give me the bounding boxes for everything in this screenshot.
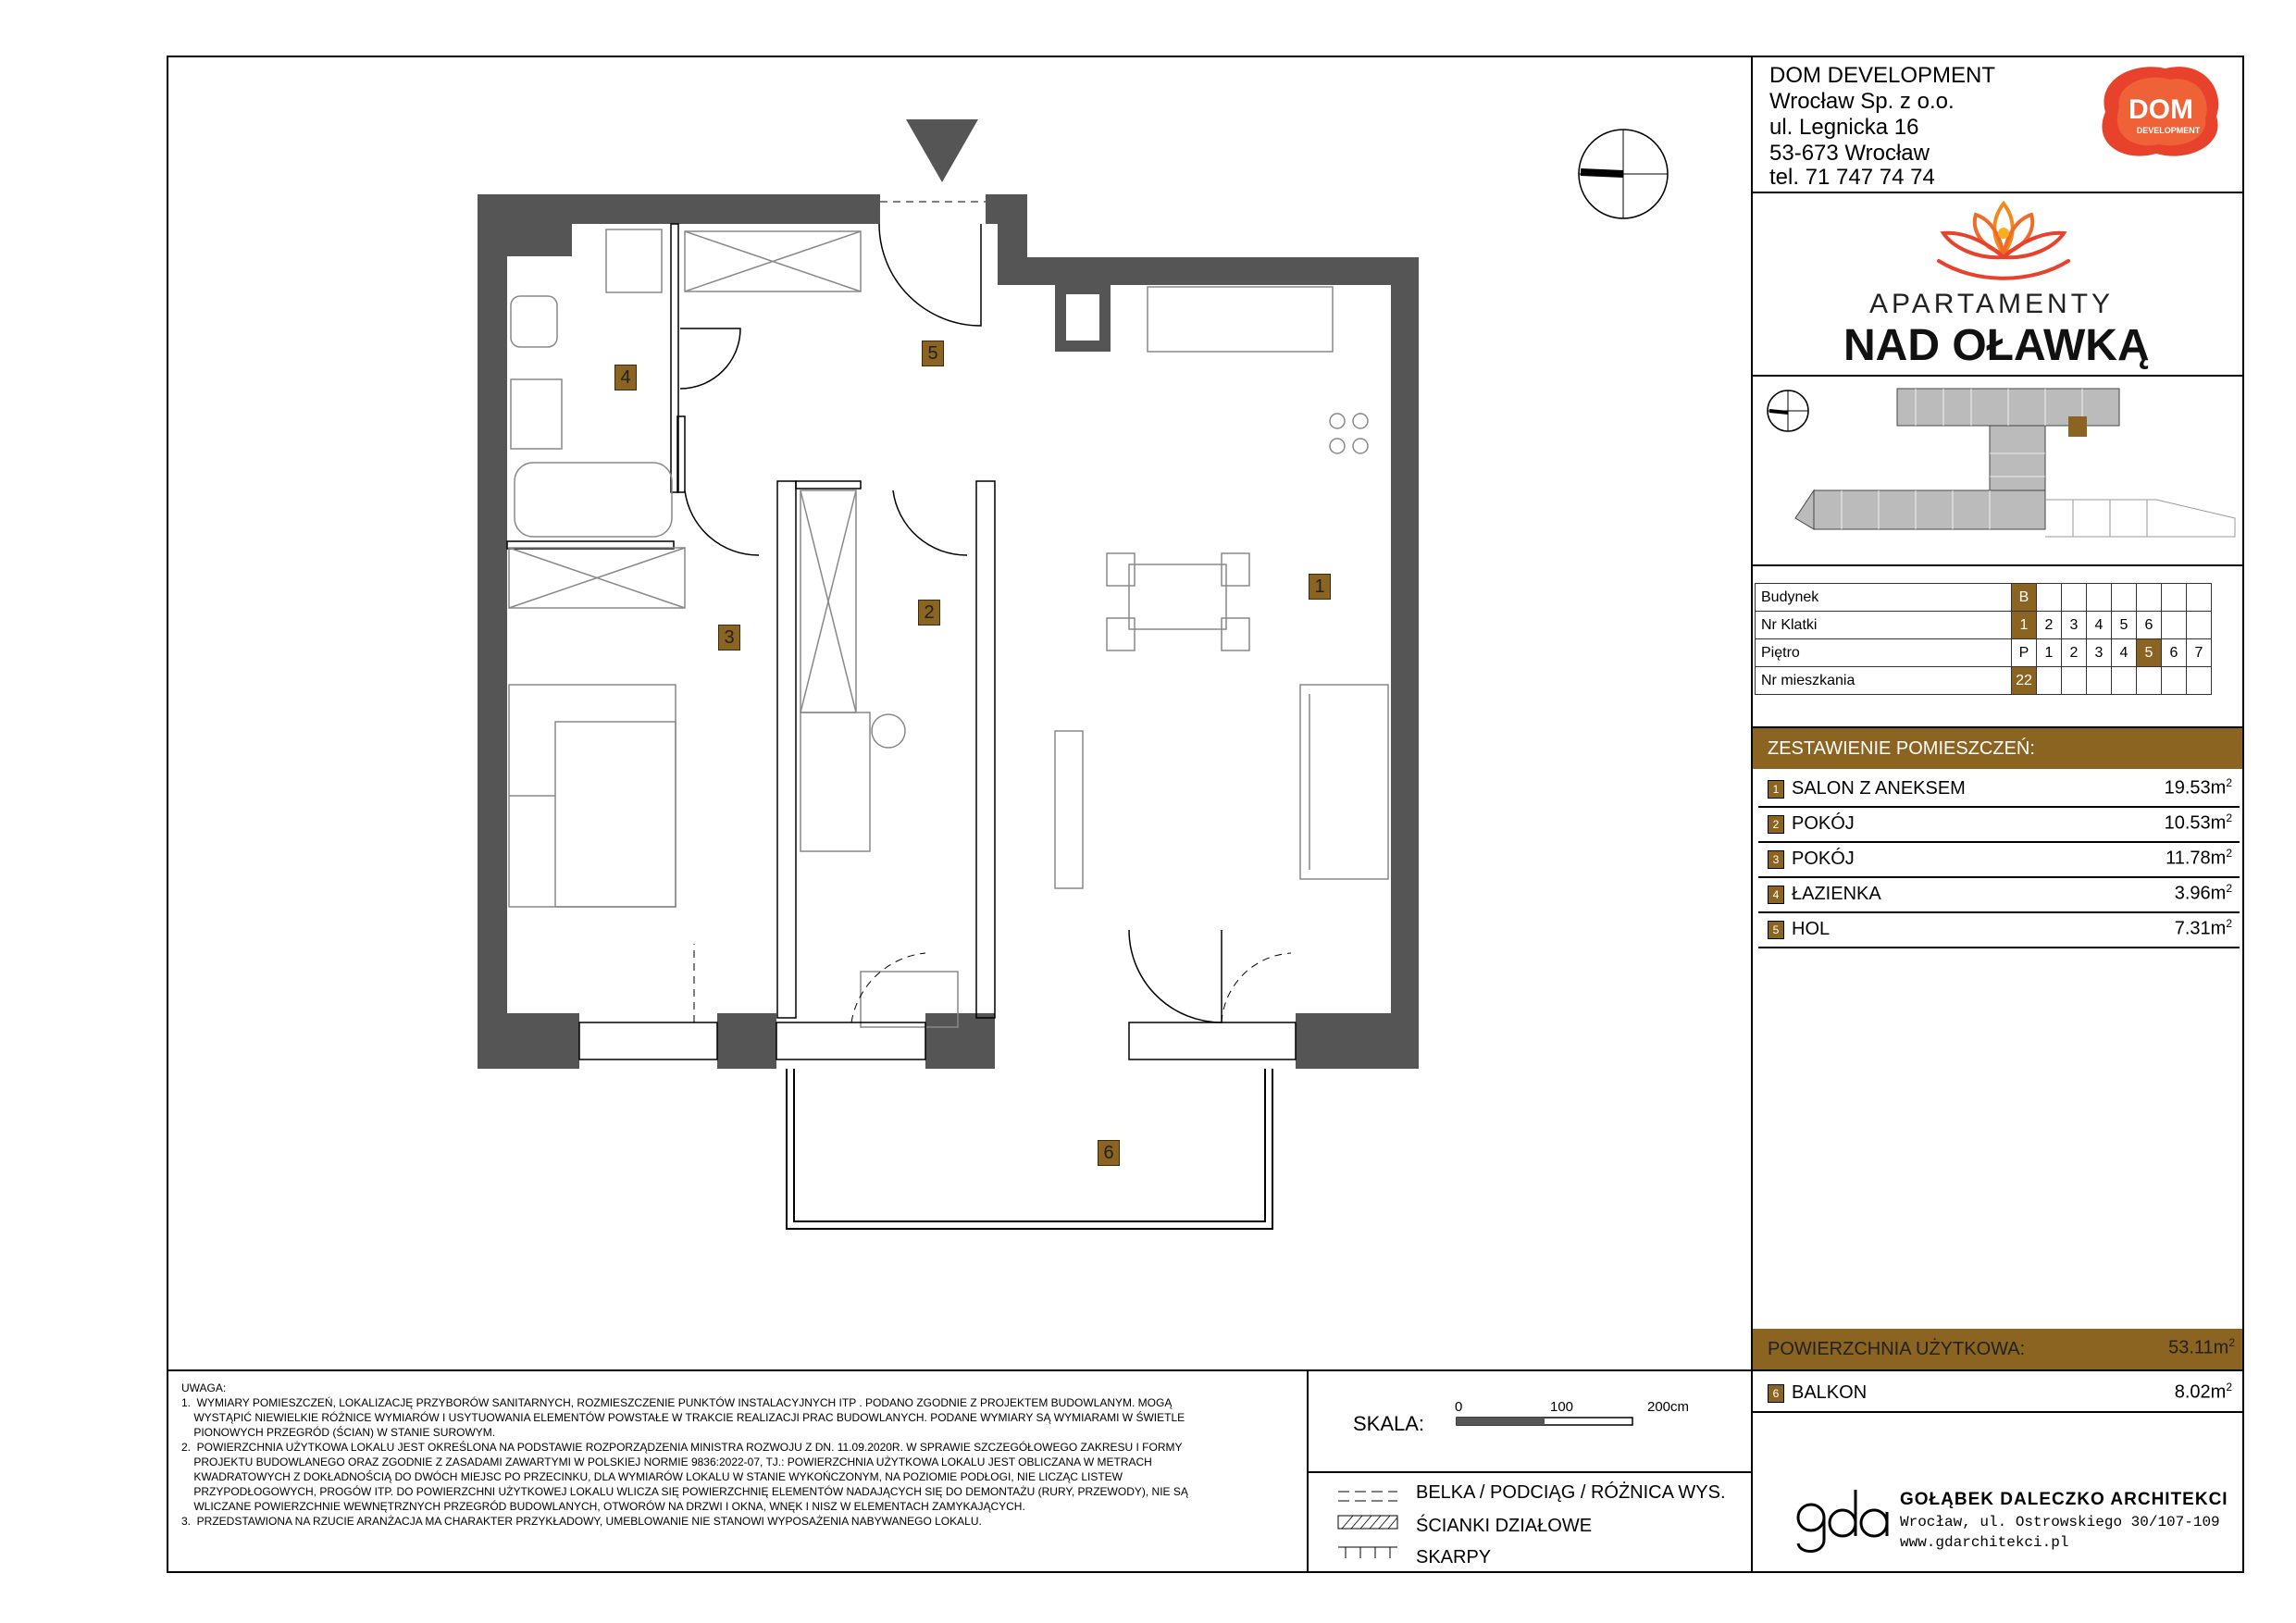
company-name: DOM DEVELOPMENT (1769, 63, 1996, 88)
legend-reveals: SKARPY (1416, 1547, 1492, 1567)
logo-text: DOM (2128, 94, 2193, 125)
scale-tick-100: 100 (1550, 1399, 1574, 1415)
floor-plan (463, 185, 1444, 1249)
room-row: 3 POKÓJ $11.78m^2$ (1758, 843, 2240, 878)
usable-area-bar: POWIERZCHNIA UŻYTKOWA: $53.11m^2$ (1753, 1329, 2242, 1369)
balcony-row: 6 BALKON $8.02m^2$ (1758, 1377, 2240, 1410)
room-row: 2 POKÓJ $10.53m^2$ (1758, 808, 2240, 843)
table-row: Nr Klatki 1 2 3 4 5 6 (1756, 612, 2212, 639)
scale-label: SKALA: (1353, 1412, 1425, 1435)
company-line2: Wrocław Sp. z o.o. (1769, 89, 1955, 114)
company-phone: tel. 71 747 74 74 (1769, 165, 1935, 190)
room-row: 5 HOL $7.31m^2$ (1758, 913, 2240, 948)
notes-block: UWAGA: 1. WYMIARY POMIESZCZEŃ, LOKALIZACJĘ PRZYBORÓW SANITARNYCH, ROZMIESZCZENIE PUNKTÓW INSTALACYJNYCH ITP . PODANO ZGODNIE Z PROJEKTEM BUDOWLANYM. MOGĄ WYSTĄPIĆ NIEWIELKIE RÓŻNICE WYMIARÓW I USYTUOWANIA ELEMENTÓW POWSTAŁE W TRAKCIE REALIZACJI PRAC BUDOWLANYCH. PODANE WYMIARY SĄ WYMIARAMI W ŚWIETLE PIONOWYCH PRZEGRÓD (ŚCIAN) W STANIE SUROWYM. 2. POWIERZCHNIA UŻYTKOWA LOKALU JEST OKREŚLONA NA PODSTAWIE ROZPORZĄDZENIA MINISTRA ROZWOJU Z DN. 11.09.2020R. W SPRAWIE SZCZEGÓŁOWEGO ZAKRESU I FORMY PROJEKTU BUDOWLANEGO ORAZ ZGODNIE Z ZASADAMI ZAWARTYMI W POLSKIEJ NORMIE 9836:2022-07, TJ.: POWIERZCHNIA UŻYTKOWA LOKALU JEST OBLICZANA W METRACH KWADRATOWYCH Z DOKŁADNOŚCIĄ DO DWÓCH MIEJSC PO PRZECINKU, DLA WYMIARÓW LOKALU W STANIE WYKOŃCZONYM, NA POZIOMIE PODŁOGI, NIE LICZĄC LISTEW PRZYPODŁOGOWYCH, PROGÓW ITP. DO POWIERZCHNI UŻYTKOWEJ LOKALU WLICZA SIĘ POWIERZCHNIĘ ELEMENTÓW NADAJĄCYCH SIĘ DO DEMONTAŻU (RURY, PRZEWODY), NIE SĄ WLICZANE POWIERZCHNIE WEWNĘTRZNYCH PRZEGRÓD BUDOWLANYCH, OTWORÓW NA DRZWI I OKNA, WNĘK I NISZ W ELEMENTACH ZAMYKAJĄCYCH. 3. PRZEDSTAWIONA NA RZUCIE ARANŻACJA MA CHARAKTER PRZYKŁADOWY, UMEBLOWANIE NIE STANOWI WYPOSAŻENIA NABYWANEGO LOKALU. (181, 1381, 1188, 1528)
company-city: 53-673 Wrocław (1769, 141, 1930, 166)
room-label-2: 2 (918, 600, 940, 626)
legend-partitions: ŚCIANKI DZIAŁOWE (1416, 1516, 1593, 1536)
company-street: ul. Legnicka 16 (1769, 115, 1919, 140)
project-line1: APARTAMENTY (1869, 289, 2115, 319)
architect-url: www.gdarchitekci.pl (1900, 1534, 2069, 1551)
legend-symbols (1333, 1481, 1407, 1564)
unit-info-table (1755, 583, 2212, 695)
room-label-4: 4 (614, 365, 637, 390)
gda-logo-icon (1791, 1479, 1893, 1562)
project-line2: NAD OŁAWKĄ (1843, 321, 2150, 370)
scale-tick-200: 200cm (1647, 1399, 1690, 1415)
architect-name: GOŁĄBEK DALECZKO ARCHITEKCI (1900, 1490, 2228, 1509)
scale-bar (1455, 1416, 1677, 1434)
room-row: 1 SALON Z ANEKSEM $19.53m^2$ (1758, 773, 2240, 808)
table-row: Budynek B (1756, 584, 2212, 612)
legend-beam: BELKA / PODCIĄG / RÓŻNICA WYS. (1416, 1482, 1726, 1503)
site-key-plan (1758, 379, 2240, 560)
room-label-1: 1 (1309, 574, 1331, 600)
lotus-logo-icon (1925, 196, 2082, 284)
dom-development-logo (2087, 61, 2226, 163)
architect-address: Wrocław, ul. Ostrowskiego 30/107-109 (1900, 1514, 2220, 1530)
room-label-5: 5 (922, 341, 944, 366)
rooms-header: ZESTAWIENIE POMIESZCZEŃ: (1753, 728, 2242, 769)
north-compass-icon (1575, 120, 1677, 231)
room-row: 4 ŁAZIENKA $3.96m^2$ (1758, 878, 2240, 913)
table-row: Nr mieszkania 22 (1756, 667, 2212, 695)
entrance-arrow-icon (902, 116, 986, 190)
scale-tick-0: 0 (1455, 1399, 1463, 1415)
table-row: Piętro P 1 2 3 4 5 6 7 (1756, 639, 2212, 667)
room-label-3: 3 (718, 625, 740, 650)
room-label-6: 6 (1098, 1140, 1120, 1166)
logo-sub: DEVELOPMENT (2136, 126, 2201, 135)
